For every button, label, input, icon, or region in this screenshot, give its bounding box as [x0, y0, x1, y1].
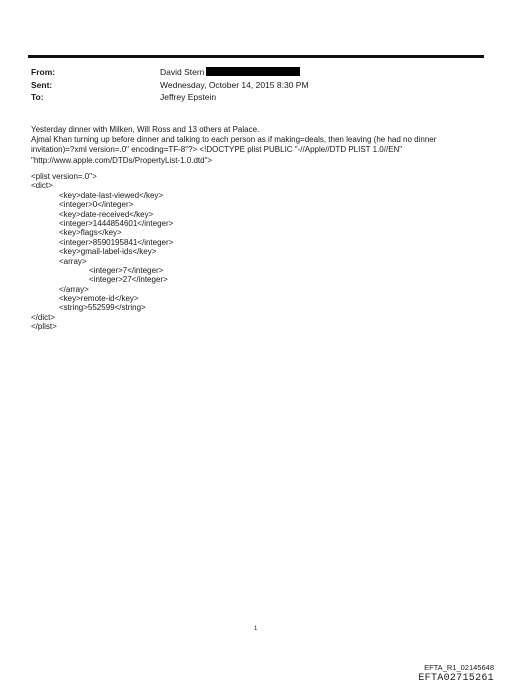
- body-line-2: Ajmal Khan turning up before dinner and talking to each person as if making=deals, then leaving (he had no dinner invitation)=?xml version=.0" encoding=TF-8"?> <!DOCTYPE plist PUBLIC "-//Apple//DTD PLIST 1.0//EN": [31, 135, 437, 155]
- page-number: 1: [254, 626, 258, 632]
- array-close: </array>: [59, 284, 89, 294]
- redaction-bar: [206, 67, 300, 76]
- dict-close: </dict>: [31, 312, 56, 322]
- key-date-received: <key>date-received</key>: [59, 209, 154, 219]
- sent-label: Sent:: [31, 80, 53, 90]
- key-gmail-label-ids: <key>gmail-label-ids</key>: [59, 247, 157, 257]
- from-value: [160, 67, 300, 77]
- key-remote-id: <key>remote-id</key>: [59, 294, 139, 304]
- plist-open: <plist version=.0">: [31, 172, 97, 181]
- email-body: [31, 125, 481, 166]
- to-label: To:: [31, 92, 44, 102]
- header-rule: [28, 55, 484, 58]
- sent-value: Wednesday, October 14, 2015 8:30 PM: [160, 80, 309, 90]
- from-name: David Stern: [160, 67, 205, 77]
- array-open: <array>: [59, 256, 87, 266]
- key-date-last-viewed: <key>date-last-viewed</key>: [59, 190, 164, 200]
- plist-close: </plist>: [31, 322, 57, 332]
- value-date-received: <integer>1444854601</integer>: [59, 218, 174, 228]
- bates-ref-large: EFTA02715261: [418, 673, 494, 684]
- array-item-2: <integer>27</integer>: [89, 275, 168, 285]
- dict-open: <dict>: [31, 181, 53, 191]
- value-date-last-viewed: <integer>0</integer>: [59, 200, 134, 210]
- body-line-3: "http://www.apple.com/DTDs/PropertyList-1.0.dtd">: [31, 155, 213, 165]
- value-flags: <integer>8590195841</integer>: [59, 237, 174, 247]
- array-item-1: <integer>7</integer>: [89, 265, 164, 275]
- bates-ref-small: EFTA_R1_02145648: [424, 663, 494, 672]
- value-remote-id: <string>552599</string>: [59, 303, 146, 313]
- plist-code-block: [31, 172, 173, 332]
- from-label: From:: [31, 67, 56, 77]
- body-line-1: Yesterday dinner with Milken, Will Ross and 13 others at Palace.: [31, 125, 260, 134]
- key-flags: <key>flags</key>: [59, 228, 122, 238]
- to-value: Jeffrey Epstein: [160, 92, 217, 102]
